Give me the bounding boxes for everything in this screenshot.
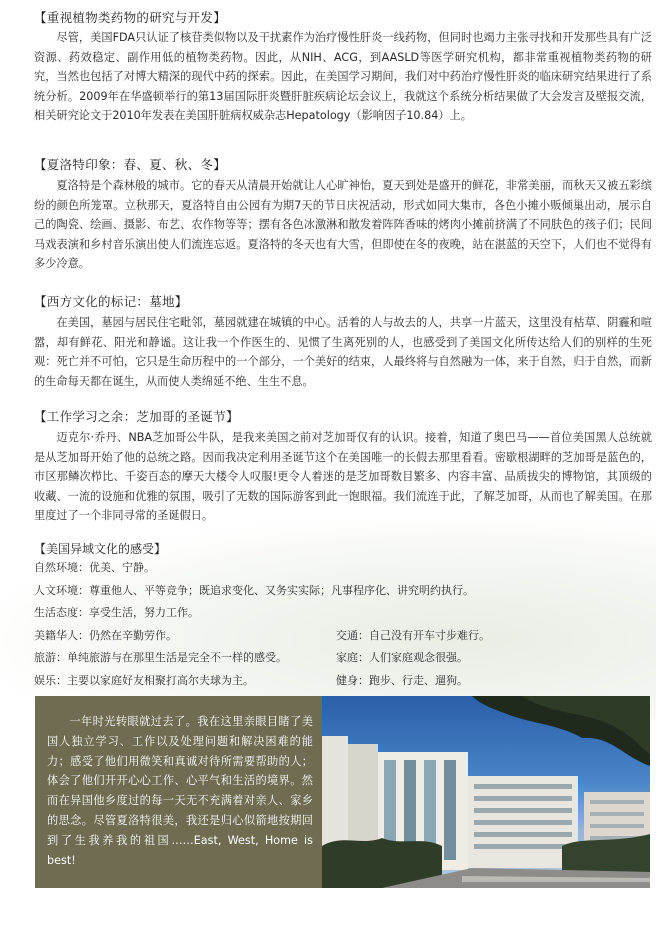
section-title-cemetery: 【西方文化的标记：墓地】	[34, 294, 188, 309]
culture-item: 旅游：单纯旅游与在那里生活是完全不一样的感受。	[34, 651, 287, 664]
culture-item: 美籍华人：仍然在辛勤劳作。	[34, 629, 177, 642]
section-title-chicago: 【工作学习之余：芝加哥的圣诞节】	[34, 409, 239, 424]
culture-item-family: 家庭：人们家庭观念很强。	[336, 651, 468, 664]
culture-item: 人文环境：尊重他人、平等竞争；既追求变化、又务实实际；凡事程序化、讲究明约执行。	[34, 584, 474, 597]
section-body-herbal-medicine: 尽管，美国FDA只认证了核苷类似物以及干扰素作为治疗慢性肝炎一线药物，但同时也竭力主张寻找和开发那些具有广泛资源、药效稳定、副作用低的植物类药物。因此，从NIH、ACG，到AASLD等医学研究机构，都非常重视植物类药物的研究，当然也包括了对博大精深的现代中药的探索。因此，在美国学习期间，我们对中药治疗慢性肝炎的临床研究结果进行了系统分析。2009年在华盛顿举行的第13届国际肝炎暨肝脏疾病论坛会议上，我就这个系统分析结果做了大会发言及壁报交流，相关研究论文于2010年发表在美国肝脏病权威杂志Hepatology（影响因子10.84）上。	[34, 31, 652, 123]
section-body-cemetery: 在美国，墓园与居民住宅毗邻，墓园就建在城镇的中心。活着的人与故去的人，共享一片蓝天，这里没有枯草、阴霾和喧嚣，却有鲜花、阳光和静谧。这让我一个作医生的、见惯了生离死别的人，也感受到了美国文化所传达给人们的别样的生死观：死亡并不可怕，它只是生命历程中的一个部分，一个美好的结束，人最终将与自然融为一体，来于自然，归于自然，而新的生命每天都在诞生，从而使人类绵延不绝、生生不息。	[34, 316, 652, 388]
section-body-charlotte: 夏洛特是个森林般的城市。它的春天从清晨开始就让人心旷神怡，夏天到处是盛开的鲜花，非常美丽，而秋天又被五彩缤纷的颜色所笼罩。立秋那天，夏洛特自由公园有为期7天的节日庆祝活动，形式如同大集市，各色小摊小贩倾巢出动，展示自己的陶瓷、绘画、摄影、布艺、农作物等等；摆有各色冰激淋和散发着阵阵香味的烤肉小摊前挤满了不同肤色的孩子们；民间马戏表演和乡村音乐演出使人们流连忘返。夏洛特的冬天也有大雪，但即使在冬的夜晚，站在湛蓝的天空下，人们也不觉得有多少冷意。	[34, 179, 652, 271]
section-title-charlotte: 【夏洛特印象：春、夏、秋、冬】	[34, 157, 227, 172]
closing-text: 一年时光转眼就过去了。我在这里亲眼目睹了美国人独立学习、工作以及处理问题和解决困难的能力；感受了他们用微笑和真诚对待所需要帮助的人；体会了他们开开心心工作、心平气和生活的境界。然而在异国他乡度过的每一天无不充满着对亲人、家乡的思念。尽管夏洛特很美，我还是归心似箭地按期回到了生我养我的祖国……East, West, Home is best!	[47, 715, 313, 867]
culture-item-fitness: 健身：跑步、行走、遛狗。	[336, 674, 468, 687]
hospital-building-illustration	[322, 696, 650, 888]
hospital-building-photo	[322, 696, 650, 888]
section-title-culture: 【美国异域文化的感受】	[34, 542, 167, 556]
section-title-herbal-medicine: 【重视植物类药物的研究与开发】	[34, 10, 227, 25]
culture-item: 娱乐：主要以家庭好友相聚打高尔夫球为主。	[34, 674, 254, 687]
culture-item: 自然环境：优美、宁静。	[34, 561, 155, 574]
section-body-chicago: 迈克尔·乔丹、NBA芝加哥公牛队，是我来美国之前对芝加哥仅有的认识。接着，知道了奥巴马——首位美国黑人总统就是从芝加哥开始了他的总统之路。因而我决定利用圣诞节这个在美国唯一的长假去那里看看。密歇根湖畔的芝加哥是蓝色的，市区那鳞次栉比、千姿百态的摩天大楼令人叹服!更令人着迷的是芝加哥数目繁多、内容丰富、品质拔尖的博物馆，其顶级的收藏、一流的设施和优雅的氛围，吸引了无数的国际游客到此一饱眼福。我们流连于此，了解芝加哥，从而也了解美国。在那里度过了一个非同寻常的圣诞假日。	[34, 431, 652, 523]
culture-item-transport: 交通：自己没有开车寸步难行。	[336, 629, 490, 642]
closing-text-box	[35, 696, 323, 888]
culture-item: 生活态度：享受生活，努力工作。	[34, 606, 199, 619]
